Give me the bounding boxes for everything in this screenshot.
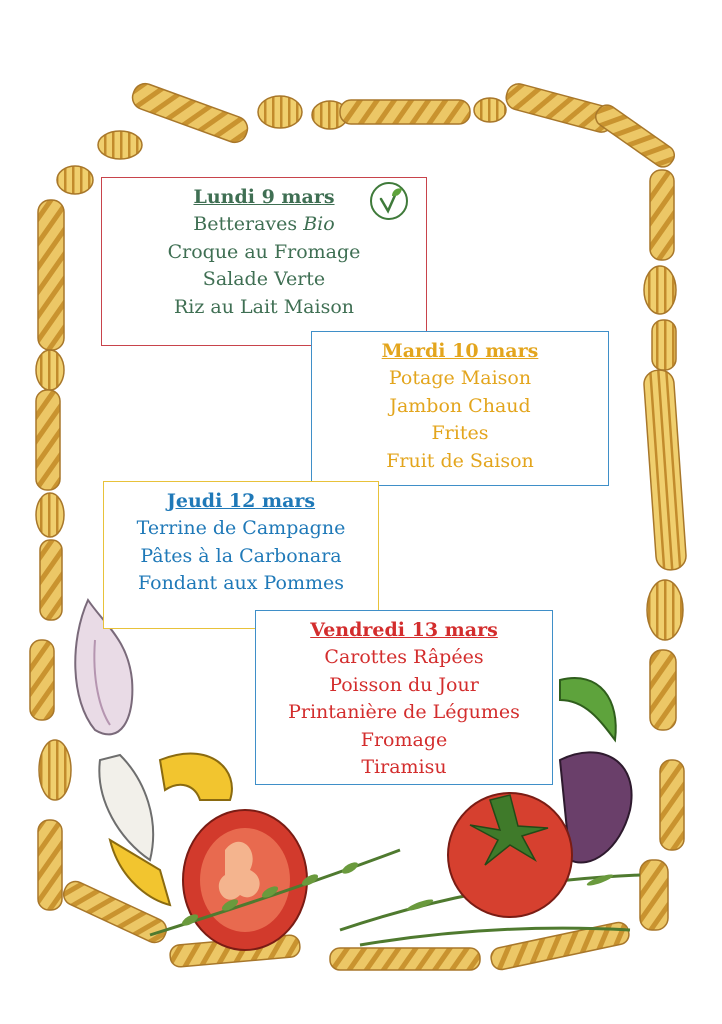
day-title-mardi: Mardi 10 mars bbox=[381, 340, 539, 362]
tomato-half-illustration bbox=[183, 810, 307, 950]
dish-lundi-4: Riz au Lait Maison bbox=[173, 295, 355, 318]
dish-mardi-2: Jambon Chaud bbox=[389, 394, 531, 417]
vegetarian-leaf-icon bbox=[368, 180, 410, 222]
dish-lundi-3: Salade Verte bbox=[202, 268, 326, 290]
pasta-right-border bbox=[640, 170, 687, 930]
menu-card-jeudi bbox=[103, 481, 379, 629]
dish-jeudi-3: Fondant aux Pommes bbox=[137, 572, 345, 594]
garlic-illustration bbox=[75, 600, 153, 860]
dish-vendredi-5: Tiramisu bbox=[361, 756, 447, 778]
menu-card-vendredi bbox=[255, 610, 553, 785]
dish-mardi-4: Fruit de Saison bbox=[386, 449, 534, 472]
dish-vendredi-4: Fromage bbox=[360, 728, 448, 751]
day-title-lundi: Lundi 9 mars bbox=[193, 186, 335, 208]
dish-vendredi-1: Carottes Râpées bbox=[324, 646, 484, 668]
dish-vendredi-3: Printanière de Légumes bbox=[288, 701, 520, 723]
dish-mardi-3: Frites bbox=[431, 422, 489, 444]
dish-jeudi-2: Pâtes à la Carbonara bbox=[140, 544, 342, 567]
dish-mardi-1: Potage Maison bbox=[388, 367, 532, 389]
day-title-jeudi: Jeudi 12 mars bbox=[166, 490, 316, 512]
dish-lundi-2: Croque au Fromage bbox=[167, 240, 361, 263]
dish-lundi-1: Betteraves Bio bbox=[193, 213, 335, 235]
day-title-vendredi: Vendredi 13 mars bbox=[310, 619, 498, 641]
dish-emphasis: Bio bbox=[303, 213, 335, 235]
menu-card-mardi bbox=[311, 331, 609, 486]
dish-jeudi-1: Terrine de Campagne bbox=[136, 517, 346, 539]
dish-vendredi-2: Poisson du Jour bbox=[329, 673, 479, 696]
